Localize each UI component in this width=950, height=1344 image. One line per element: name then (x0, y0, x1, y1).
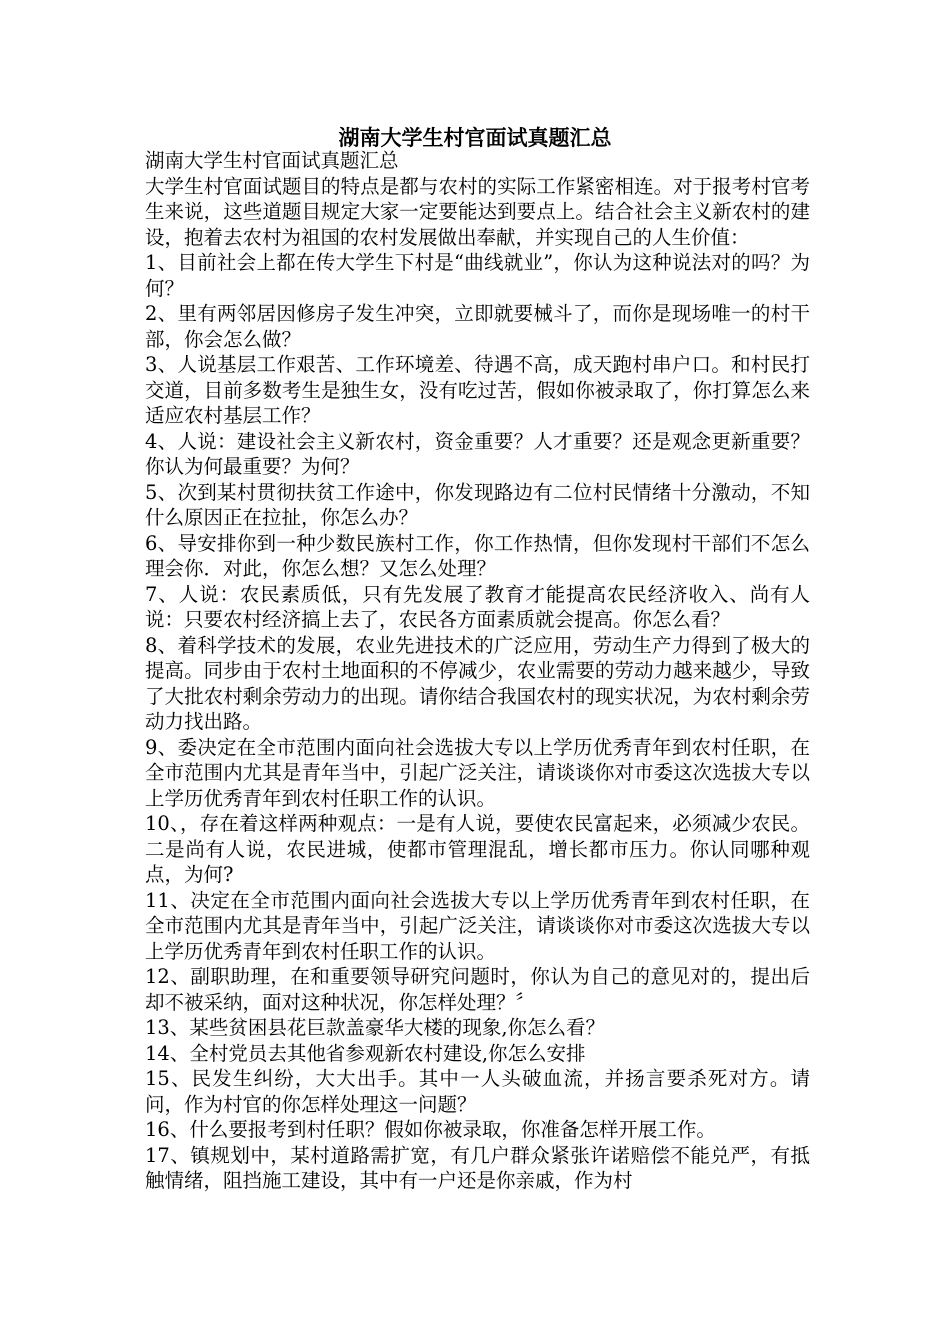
question-item: 7、人说：农民素质低，只有先发展了教育才能提高农民经济收入、尚有人说：只要农村经济搞上去了，农民各方面素质就会提高。你怎么看？ (145, 582, 810, 631)
question-item: 4、人说：建设社会主义新农村，资金重要？人才重要？还是观念更新重要？你认为何最重要？为何？ (145, 429, 810, 478)
question-item: 12、副职助理，在和重要领导研究问题时，你认为自己的意见对的，提出后却不被采纳，面对这种状况，你怎样处理？〞 (145, 965, 810, 1014)
question-item: 8、着科学技术的发展，农业先进技术的广泛应用，劳动生产力得到了极大的提高。同步由于农村土地面积的不停减少，农业需要的劳动力越来越少，导致了大批农村剩余劳动力的出现。请你结合我国农村的现实状况，为农村剩余劳动力找出路。 (145, 633, 810, 733)
question-item: 6、导安排你到一种少数民族村工作，你工作热情，但你发现村干部们不怎么理会你．对此，你怎么想？又怎么处理？ (145, 531, 810, 580)
question-item: 2、里有两邻居因修房子发生冲突，立即就要械斗了，而你是现场唯一的村干部，你会怎么做？ (145, 302, 810, 351)
question-item: 9、委决定在全市范围内面向社会选拔大专以上学历优秀青年到农村任职，在全市范围内尤其是青年当中，引起广泛关注，请谈谈你对市委这次选拔大专以上学历优秀青年到农村任职工作的认识。 (145, 735, 810, 810)
question-item: 17、镇规划中，某村道路需扩宽，有几户群众紧张许诺赔偿不能兑严，有抵触情绪，阻挡施工建设，其中有一户还是你亲戚，作为村 (145, 1143, 810, 1192)
question-item: 13、某些贫困县花巨款盖豪华大楼的现象,你怎么看？ (145, 1016, 606, 1039)
question-item: 14、全村党员去其他省参观新农村建设,你怎么安排 (145, 1041, 586, 1065)
question-item: 15、民发生纠纷，大大出手。其中一人头破血流，并扬言要杀死对方。请问，作为村官的你怎样处理这一问题？ (145, 1067, 810, 1116)
question-item: 11、决定在全市范围内面向社会选拔大专以上学历优秀青年到农村任职，在全市范围内尤其是青年当中，引起广泛关注，请谈谈你对市委这次选拔大专以上学历优秀青年到农村任职工作的认识。 (145, 888, 810, 963)
question-item: 16、什么要报考到村任职？假如你被录取，你准备怎样开展工作。 (145, 1118, 716, 1141)
document-subtitle: 湖南大学生村官面试真题汇总 (145, 149, 399, 172)
question-item: 1、目前社会上都在传大学生下村是“曲线就业”，你认为这种说法对的吗？为何？ (145, 251, 810, 300)
question-item: 5、次到某村贯彻扶贫工作途中，你发现路边有二位村民情绪十分激动，不知什么原因正在拉扯，你怎么办？ (145, 480, 810, 529)
document-body (145, 148, 810, 1194)
question-item: 3、人说基层工作艰苦、工作环境差、待遇不高，成天跑村串户口。和村民打交道，目前多数考生是独生女，没有吃过苦，假如你被录取了，你打算怎么来适应农村基层工作？ (145, 353, 810, 427)
intro-paragraph: 大学生村官面试题目的特点是都与农村的实际工作紧密相连。对于报考村官考生来说，这些道题目规定大家一定要能达到要点上。结合社会主义新农村的建设，抱着去农村为祖国的农村发展做出奉献，并实现自己的人生价值： (145, 174, 810, 249)
question-item: 10、，存在着这样两种观点：一是有人说，要使农民富起来，必须减少农民。二是尚有人说，农民进城，使都市管理混乱，增长都市压力。你认同哪种观点，为何? (145, 812, 810, 886)
document-title: 湖南大学生村官面试真题汇总 (338, 125, 612, 150)
